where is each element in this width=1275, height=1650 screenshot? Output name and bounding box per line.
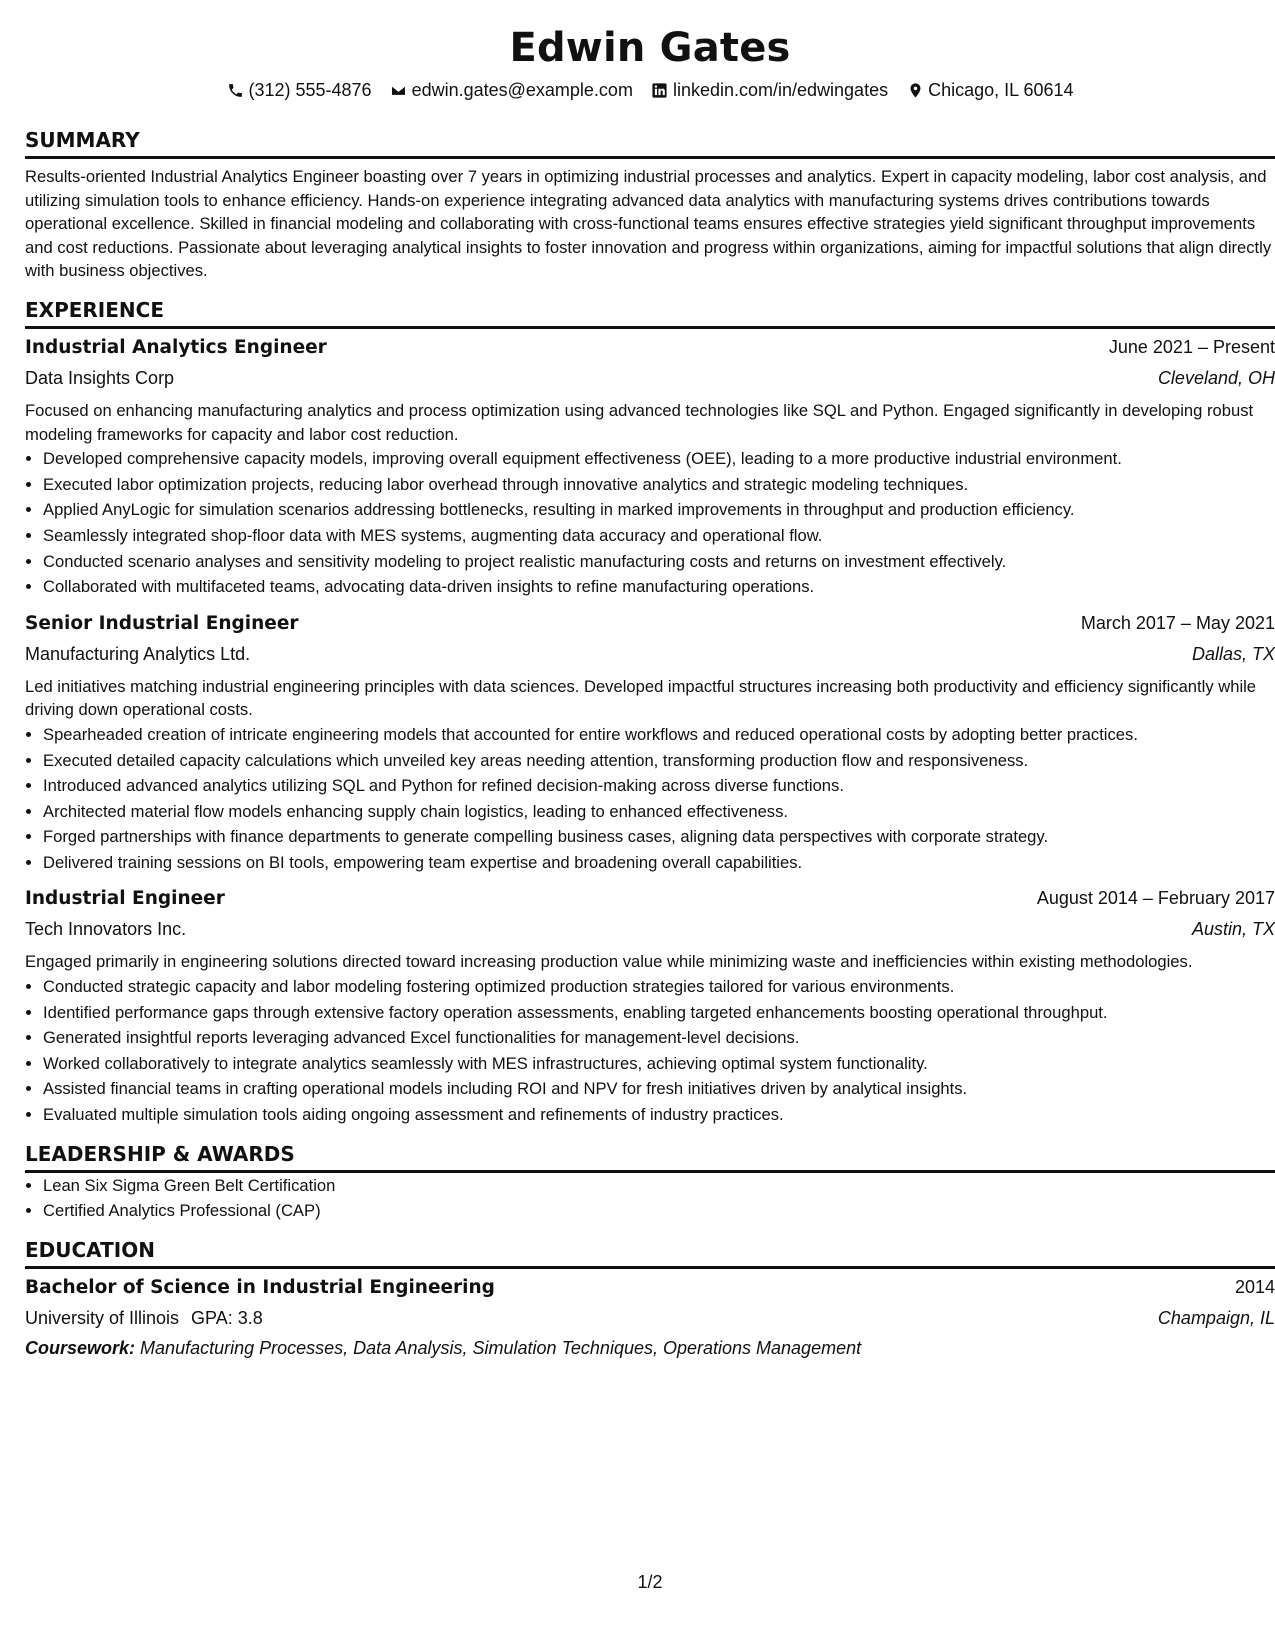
- job-entry: [25, 609, 1275, 875]
- job-title: Industrial Engineer: [25, 888, 225, 910]
- school-location: Champaign, IL: [1157, 1307, 1275, 1328]
- job-bullets: [25, 975, 1275, 1127]
- coursework-list: Manufacturing Processes, Data Analysis, Simulation Techniques, Operations Management: [140, 1337, 862, 1358]
- envelope-icon: [390, 82, 408, 100]
- job-header: [25, 333, 1275, 363]
- awards-section: [25, 1141, 1275, 1223]
- candidate-name: Edwin Gates: [509, 25, 791, 71]
- job-header: [25, 609, 1275, 639]
- list-item: • Worked collaboratively to integrate analytics seamlessly with MES infrastructures, achieving optimal system functionality.: [43, 1052, 1275, 1076]
- job-subheader: [25, 639, 1275, 669]
- education-section: [25, 1237, 1275, 1363]
- awards-list: [25, 1174, 1275, 1223]
- job-bullets: [25, 447, 1275, 599]
- job-header: [25, 884, 1275, 914]
- job-entry: [25, 884, 1275, 1126]
- job-dates: August 2014 – February 2017: [1036, 888, 1275, 909]
- email-link[interactable]: edwin.gates@example.com: [411, 80, 633, 100]
- job-location: Austin, TX: [1191, 919, 1275, 940]
- school-name: University of Illinois: [25, 1307, 180, 1328]
- resume-content: [25, 0, 1275, 1592]
- list-item: • Conducted strategic capacity and labor modeling fostering optimized production strategies tailored for various environments.: [43, 975, 1275, 999]
- contact-bar: [25, 80, 1275, 101]
- job-subheader: [25, 914, 1275, 944]
- job-location: Dallas, TX: [1191, 643, 1275, 664]
- phone-text: (312) 555-4876: [248, 80, 372, 100]
- job-company: Tech Innovators Inc.: [25, 919, 187, 940]
- education-header: [25, 1273, 1275, 1303]
- job-title: Senior Industrial Engineer: [25, 612, 299, 634]
- job-entry: [25, 333, 1275, 599]
- list-item: • Architected material flow models enhancing supply chain logistics, leading to enhanced effectiveness.: [43, 800, 1275, 824]
- job-dates: June 2021 – Present: [1108, 336, 1275, 357]
- list-item: • Generated insightful reports leveraging advanced Excel functionalities for management-level decisions.: [43, 1026, 1275, 1050]
- education-entry: [25, 1273, 1275, 1363]
- gpa: GPA: 3.8: [191, 1307, 263, 1328]
- job-description: Focused on enhancing manufacturing analytics and process optimization using advanced technologies like SQL and Python. Engaged significantly in developing robust modeling frameworks for capacity and labor cost reduction.: [25, 400, 1254, 444]
- page-number: 1/2: [637, 1572, 663, 1592]
- list-item: • Collaborated with multifaceted teams, advocating data-driven insights to refine manufacturing operations.: [43, 575, 1275, 599]
- resume-header: [25, 0, 1275, 101]
- phone-icon: [226, 82, 244, 100]
- summary-section: [25, 127, 1275, 283]
- job-dates: March 2017 – May 2021: [1080, 612, 1275, 633]
- degree-title: Bachelor of Science in Industrial Engineering: [25, 1276, 495, 1298]
- summary-text: Results-oriented Industrial Analytics Engineer boasting over 7 years in optimizing industrial processes and analytics. Expert in capacity modeling, labor cost analysis, and utilizing simulation tools to enhance efficiency. Hands-on experience integrating advanced data analytics with manufacturing systems drives contributions towards operational excellence. Skilled in financial modeling and collaborating with cross-functional teams ensures effective strategies yield significant throughput improvements and cost reductions. Passionate about leveraging analytical insights to foster innovation and progress within organizations, aiming for impactful solutions that align directly with business objectives.: [25, 167, 1272, 281]
- list-item: • Spearheaded creation of intricate engineering models that accounted for entire workflows and reduced operational costs by adopting better practices.: [43, 723, 1275, 747]
- list-item: • Conducted scenario analyses and sensitivity modeling to project realistic manufacturing costs and returns on investment effectively.: [43, 550, 1275, 574]
- list-item: • Seamlessly integrated shop-floor data with MES systems, augmenting data accuracy and operational flow.: [43, 524, 1275, 548]
- list-item: • Introduced advanced analytics utilizing SQL and Python for refined decision-making across diverse functions.: [43, 774, 1275, 798]
- map-marker-icon: [906, 82, 924, 100]
- job-description: Led initiatives matching industrial engineering principles with data sciences. Developed impactful structures increasing both productivity and efficiency significantly while driving down operational costs.: [25, 676, 1257, 720]
- graduation-year: 2014: [1234, 1276, 1275, 1297]
- experience-section: [25, 297, 1275, 1127]
- linkedin-icon: [651, 82, 669, 100]
- contact-linkedin[interactable]: [651, 80, 888, 101]
- list-item: • Identified performance gaps through extensive factory operation assessments, enabling targeted enhancements boosting operational throughput.: [43, 1001, 1275, 1025]
- list-item: • Certified Analytics Professional (CAP): [43, 1199, 1275, 1223]
- contact-phone: [226, 80, 371, 101]
- linkedin-link[interactable]: linkedin.com/in/edwingates: [672, 80, 889, 100]
- location-text: Chicago, IL 60614: [928, 80, 1074, 100]
- education-subheader: [25, 1303, 1275, 1333]
- job-company: Manufacturing Analytics Ltd.: [25, 643, 251, 664]
- list-item: • Forged partnerships with finance departments to generate compelling business cases, aligning data perspectives with corporate strategy.: [43, 825, 1275, 849]
- contact-location: [906, 80, 1073, 101]
- job-title: Industrial Analytics Engineer: [25, 336, 327, 358]
- list-item: • Evaluated multiple simulation tools aiding ongoing assessment and refinements of industry practices.: [43, 1103, 1275, 1127]
- job-location: Cleveland, OH: [1157, 367, 1275, 388]
- list-item: • Executed detailed capacity calculations which unveiled key areas needing attention, transforming production flow and responsiveness.: [43, 749, 1275, 773]
- section-title-education: EDUCATION: [25, 1237, 1275, 1269]
- list-item: • Assisted financial teams in crafting operational models including ROI and NPV for fresh initiatives driven by analytical insights.: [43, 1077, 1275, 1101]
- job-bullets: [25, 723, 1275, 875]
- job-description: Engaged primarily in engineering solutions directed toward increasing production value while minimizing waste and inefficiencies within existing methodologies.: [25, 952, 1193, 972]
- section-title-experience: EXPERIENCE: [25, 297, 1275, 329]
- list-item: • Applied AnyLogic for simulation scenarios addressing bottlenecks, resulting in marked improvements in throughput and production efficiency.: [43, 498, 1275, 522]
- school-info: [25, 1303, 263, 1333]
- job-company: Data Insights Corp: [25, 367, 175, 388]
- list-item: • Developed comprehensive capacity models, improving overall equipment effectiveness (OEE), leading to a more productive industrial environment.: [43, 447, 1275, 471]
- job-subheader: [25, 363, 1275, 393]
- coursework: [25, 1333, 1275, 1363]
- section-title-awards: LEADERSHIP & AWARDS: [25, 1141, 1275, 1173]
- section-title-summary: SUMMARY: [25, 127, 1275, 159]
- list-item: • Executed labor optimization projects, reducing labor overhead through innovative analytics and strategic modeling techniques.: [43, 473, 1275, 497]
- coursework-label: Coursework:: [25, 1337, 136, 1358]
- list-item: • Lean Six Sigma Green Belt Certification: [43, 1174, 1275, 1198]
- list-item: • Delivered training sessions on BI tools, empowering team expertise and broadening overall capabilities.: [43, 851, 1275, 875]
- contact-email[interactable]: [390, 80, 633, 101]
